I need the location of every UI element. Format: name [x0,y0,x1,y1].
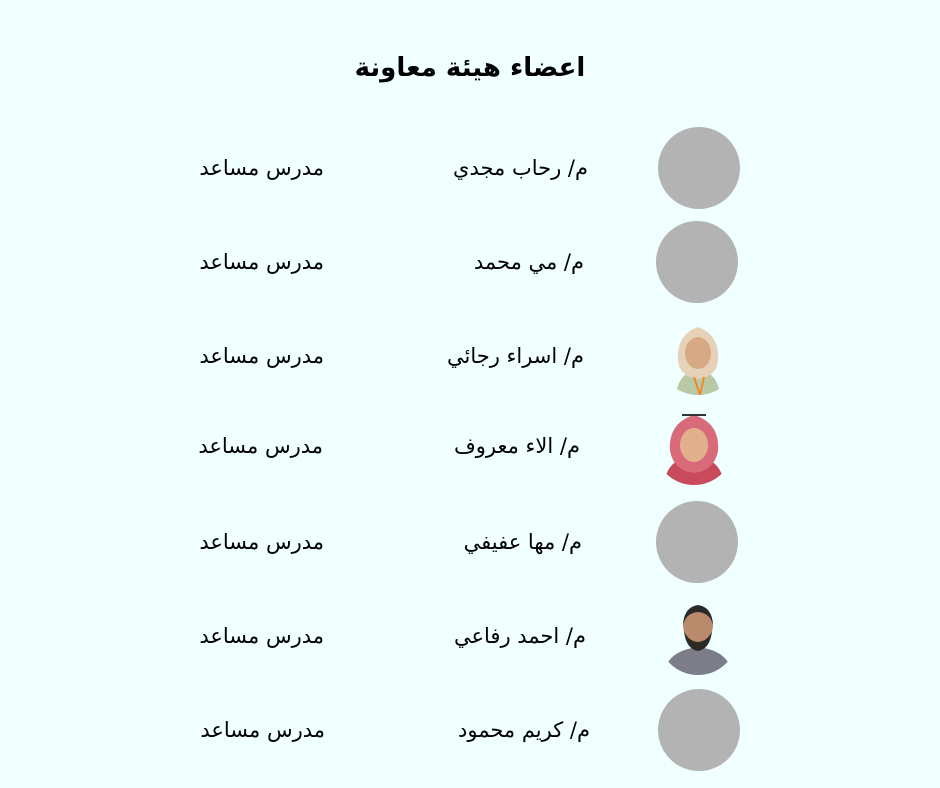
page-title: اعضاء هيئة معاونة [354,53,586,83]
member-role: مدرس مساعد [199,624,324,648]
photo-avatar [658,315,738,395]
member-name: م/ الاء معروف [454,434,580,458]
member-name: م/ كريم محمود [458,718,590,742]
member-name: م/ مها عفيفي [463,530,582,554]
member-role: مدرس مساعد [199,344,324,368]
member-role: مدرس مساعد [199,156,324,180]
member-role: مدرس مساعد [199,530,324,554]
member-name: م/ مي محمد [473,250,584,274]
member-name: م/ رحاب مجدي [453,156,588,180]
placeholder-avatar [658,127,740,209]
member-row [0,221,940,305]
member-role: مدرس مساعد [198,434,323,458]
member-name: م/ اسراء رجائي [446,344,584,368]
member-name: م/ احمد رفاعي [453,624,586,648]
placeholder-avatar [656,221,738,303]
placeholder-avatar [656,501,738,583]
member-row [0,595,940,679]
member-row [0,315,940,399]
photo-avatar [658,595,738,675]
placeholder-avatar [658,689,740,771]
member-row [0,501,940,585]
member-row [0,689,940,773]
member-row [0,405,940,489]
member-role: مدرس مساعد [199,250,324,274]
photo-avatar [654,405,734,485]
member-role: مدرس مساعد [200,718,325,742]
member-row [0,127,940,211]
